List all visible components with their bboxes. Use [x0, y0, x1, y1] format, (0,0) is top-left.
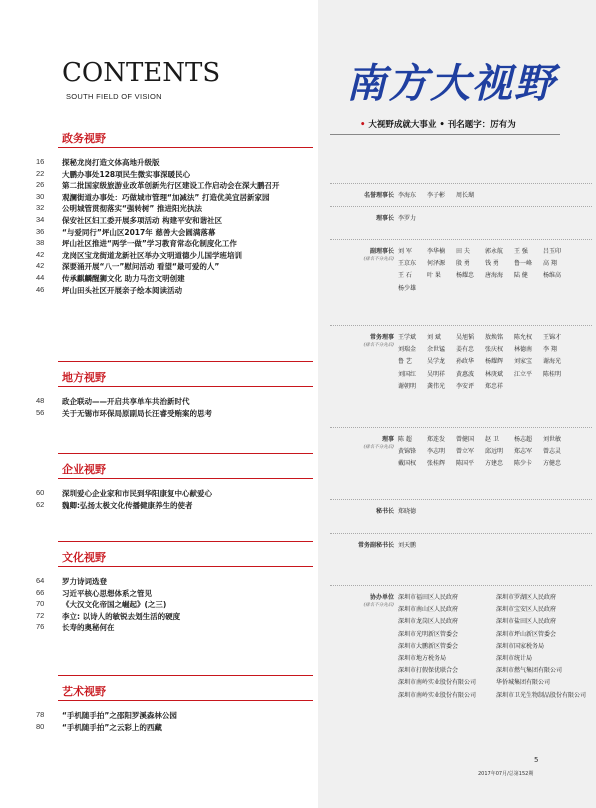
staff-name: 深圳市龙岗区人民政府 — [398, 618, 459, 626]
item-title: 大鹏办事处128项民生微实事深暖民心 — [62, 169, 191, 179]
staff-name: 刘天鹏 — [398, 542, 417, 549]
section-divider — [58, 386, 313, 387]
staff-name: 周长瑚 — [456, 192, 475, 199]
staff-name: 姜有忠 — [456, 346, 475, 354]
staff-name: 方建忠 — [485, 460, 504, 468]
staff-role: 秘书长 — [375, 508, 394, 515]
staff-divider — [330, 585, 592, 586]
staff-name: 曾健国 — [456, 436, 475, 443]
staff-name: 龚伟光 — [427, 382, 446, 390]
staff-name: 深圳市地方税务局 — [398, 655, 447, 662]
staff-name: 敖焕铭 — [485, 334, 504, 341]
staff-name: 方健忠 — [543, 460, 562, 468]
section-divider — [58, 566, 313, 567]
staff-name: 深圳市坪山新区管委会 — [496, 630, 557, 638]
item-title: 第二批国家级旅游业改革创新先行区建设工作启动会在深大鹏召开 — [62, 181, 280, 191]
staff-role-note: (排名不分先后) — [363, 445, 394, 450]
section-divider — [58, 147, 313, 148]
staff-role: 名誉理事长 — [363, 192, 394, 199]
item-title: 魏卿:弘扬太极文化传播健康养生的使者 — [62, 500, 193, 510]
staff-name: 陈允权 — [514, 334, 533, 341]
staff-name: 王京东 — [398, 260, 417, 268]
item-page: 42 — [36, 249, 45, 259]
staff-name: 深圳市南山区人民政府 — [398, 606, 459, 614]
staff-name: 刘国红 — [398, 370, 417, 378]
item-page: 80 — [36, 721, 45, 731]
section-divider — [58, 453, 313, 454]
staff-name: 戴国权 — [398, 460, 417, 468]
item-title: 观澜街道办事处：巧做城市管理“加减法” 打造优美宜居新家园 — [62, 192, 270, 202]
item-page: 22 — [36, 168, 45, 178]
staff-divider — [330, 499, 592, 500]
staff-name: 郑忠祥 — [485, 382, 504, 390]
item-page: 32 — [36, 203, 45, 213]
staff-name: 深圳市光明新区管委会 — [398, 630, 459, 638]
item-title: 政企联动——开启共享单车共治新时代 — [62, 397, 190, 406]
staff-name: 李志明 — [427, 448, 446, 456]
item-title: 长寿的奥秘何在 — [62, 623, 115, 633]
staff-name: 郑晓德 — [398, 508, 417, 515]
staff-name: 深圳市福田区人民政府 — [398, 594, 459, 601]
staff-name: 深圳市打假保优联合会 — [398, 667, 459, 675]
item-page: 70 — [36, 599, 45, 609]
staff-name: 钱 勇 — [485, 260, 499, 268]
item-page: 76 — [36, 622, 45, 632]
staff-name: 刘 斌 — [427, 334, 441, 341]
item-page: 62 — [36, 499, 45, 509]
slogan — [360, 118, 516, 130]
item-page: 26 — [36, 180, 45, 190]
staff-name: 王锦才 — [543, 334, 562, 341]
section-title: 企业视野 — [62, 463, 106, 476]
staff-name: 陈国平 — [456, 460, 475, 468]
staff-name: 杨少雄 — [398, 284, 417, 292]
staff-name: 谢朝明 — [398, 382, 417, 390]
staff-name: 曾志灵 — [543, 448, 562, 456]
staff-name: 深圳市盐田区人民政府 — [496, 618, 557, 626]
staff-name: 郑志军 — [514, 448, 533, 456]
staff-name: 叶 果 — [427, 272, 441, 280]
staff-name: 鲁 艺 — [398, 358, 412, 366]
item-page: 42 — [36, 261, 45, 271]
staff-name: 刘世敏 — [543, 436, 562, 443]
staff-name: 孙政华 — [456, 358, 475, 366]
staff-name: 李华楠 — [427, 248, 446, 255]
section-divider — [58, 541, 313, 542]
item-title: 坪山田头社区开展亲子绘本阅读活动 — [62, 285, 182, 295]
staff-name: 深圳市统计局 — [496, 655, 533, 662]
staff-role: 协办单位 — [369, 594, 394, 601]
contents-item[interactable] — [0, 500, 318, 514]
staff-role-note: (排名不分先后) — [363, 603, 394, 608]
contents-subtitle: SOUTH FIELD OF VISION — [66, 92, 162, 101]
staff-divider — [330, 239, 592, 240]
staff-name: 何泽源 — [427, 260, 446, 268]
item-title: 习近平核心思想体系之管见 — [62, 588, 152, 598]
item-title: 传承麒麟醒狮文化 助力马峦文明创建 — [62, 274, 185, 283]
item-page: 48 — [36, 396, 45, 405]
staff-divider — [330, 183, 592, 184]
staff-role: 常务理事 — [369, 334, 394, 341]
item-title: 公明城管贯彻落实“强转树” 推进阳光执法 — [62, 204, 202, 214]
section-title: 文化视野 — [62, 551, 106, 564]
staff-name: 刘瑞金 — [398, 346, 417, 354]
staff-role: 理事长 — [375, 215, 394, 222]
item-title: 深要涌开展“八一”慰问活动 看望“最可爱的人” — [62, 262, 220, 272]
divider — [330, 134, 560, 135]
staff-name: 余世锰 — [427, 346, 446, 354]
section-divider — [58, 361, 313, 362]
issue-label: 2017年07月/总第152期 — [478, 771, 534, 777]
staff-name: 深圳市国家税务局 — [496, 642, 545, 650]
item-page: 56 — [36, 407, 45, 417]
staff-name: 深圳市燃气集团有限公司 — [496, 667, 563, 675]
staff-name: 刘 军 — [398, 248, 412, 255]
staff-name: 高 翔 — [543, 260, 557, 268]
contents-item[interactable] — [0, 622, 318, 636]
staff-name: 唐海海 — [485, 272, 504, 280]
item-title: 深圳爱心企业家和市民到华阳康复中心献爱心 — [62, 489, 212, 498]
staff-name: 杨志超 — [514, 436, 533, 443]
contents-item[interactable] — [0, 408, 318, 422]
staff-name: 吴旭韬 — [456, 334, 475, 341]
item-title: 关于无锡市环保局原副局长汪睿受贿案的思考 — [62, 408, 212, 418]
item-title: 李立: 以诗人的敏锐去划生活的硬度 — [62, 611, 181, 621]
slogan-text: 大视野成就大事业 • 刊名题字：厉有为 — [368, 120, 516, 130]
section-title: 政务视野 — [62, 132, 106, 145]
staff-name: 刘家宝 — [514, 358, 533, 366]
section-divider — [58, 675, 313, 676]
staff-name: 郑连发 — [427, 436, 446, 443]
staff-role: 副理事长 — [369, 248, 394, 255]
staff-name: 深圳市罗湖区人民政府 — [496, 594, 557, 601]
staff-name: 邱远明 — [485, 448, 504, 456]
item-title: 坪山社区推进“两学一做”学习教育常态化制度化工作 — [62, 239, 237, 249]
item-page: 34 — [36, 215, 45, 224]
staff-role: 理事 — [381, 436, 394, 443]
staff-divider — [330, 533, 592, 534]
staff-name: 吴学龙 — [427, 358, 446, 366]
item-title: “手机随手拍”之云彩上的西藏 — [62, 722, 162, 732]
staff-name: 陈少卡 — [514, 460, 533, 468]
staff-name: 郭永航 — [485, 248, 504, 255]
staff-name: 陈桂明 — [543, 370, 562, 378]
item-page: 72 — [36, 610, 45, 620]
item-title: 保安社区妇工委开展多项活动 构建平安和谐社区 — [62, 216, 223, 225]
staff-name: 赵 卫 — [485, 436, 499, 443]
slogan-bullet: • — [360, 120, 366, 130]
section-divider — [58, 700, 313, 701]
staff-name: 江立平 — [514, 370, 533, 378]
item-title: “与爱同行”坪山区2017年 慈善大会圆满落幕 — [62, 227, 216, 237]
item-page: 38 — [36, 238, 45, 248]
staff-name: 黄锦锋 — [398, 448, 417, 456]
staff-name: 李子彬 — [427, 192, 446, 199]
staff-divider — [330, 206, 592, 207]
item-page: 78 — [36, 710, 45, 719]
contents-item[interactable] — [0, 722, 318, 736]
item-page: 64 — [36, 576, 45, 585]
staff-name: 王 强 — [514, 248, 528, 255]
staff-name: 鲁一峰 — [514, 260, 533, 268]
staff-name: 李海东 — [398, 192, 417, 199]
staff-name: 吕玉印 — [543, 248, 562, 255]
magazine-logo — [346, 52, 556, 108]
staff-name: 林庚斌 — [485, 370, 504, 378]
staff-name: 吴明祥 — [427, 370, 446, 378]
staff-name: 殷 勇 — [456, 260, 470, 268]
staff-name: 李安评 — [456, 382, 475, 390]
staff-name: 张庆权 — [485, 346, 504, 354]
contents-title: CONTENTS — [62, 58, 221, 88]
section-title: 艺术视野 — [62, 685, 106, 698]
staff-name: 李 翔 — [543, 346, 557, 354]
staff-name: 田 夫 — [456, 248, 470, 255]
logo-text: 南方大视野 — [346, 60, 556, 107]
staff-name: 深圳市南岭实业股份有限公司 — [398, 679, 477, 687]
staff-divider — [330, 427, 592, 428]
staff-role: 常务副秘书长 — [357, 542, 394, 549]
item-page: 46 — [36, 284, 45, 294]
staff-name: 谢海光 — [543, 358, 562, 366]
item-title: “手机随手拍”之邵阳罗溪森林公园 — [62, 711, 177, 720]
staff-name: 深圳市卫光生物制品股份有限公司 — [496, 691, 587, 699]
staff-name: 杨耀忠 — [456, 272, 475, 280]
page-number: 5 — [534, 756, 539, 764]
staff-name: 陈 超 — [398, 436, 412, 443]
staff-name: 林德南 — [514, 346, 533, 354]
item-title: 龙岗区宝龙街道龙新社区举办文明道德少儿国学班培训 — [62, 250, 242, 260]
staff-name: 黄惠波 — [456, 370, 475, 378]
staff-name: 陆 健 — [514, 272, 528, 280]
staff-role-note: (排名不分先后) — [363, 257, 394, 262]
item-title: 《大汉文化帝国之崛起》(之三) — [62, 600, 167, 610]
staff-name: 深圳市宝安区人民政府 — [496, 606, 557, 614]
staff-name: 曾立军 — [456, 448, 475, 456]
item-title: 罗力诗词选登 — [62, 577, 107, 586]
staff-name: 杨维高 — [543, 272, 562, 280]
staff-name: 华侨城集团有限公司 — [496, 679, 551, 687]
staff-name: 杨耀辉 — [485, 358, 504, 366]
item-page: 30 — [36, 191, 45, 201]
staff-name: 张桂辉 — [427, 460, 446, 468]
item-page: 60 — [36, 488, 45, 497]
staff-name: 王学斌 — [398, 334, 417, 341]
section-title: 地方视野 — [62, 371, 106, 384]
item-page: 16 — [36, 157, 45, 166]
staff-divider — [330, 325, 592, 326]
staff-name: 深圳市南岭实业股份有限公司 — [398, 691, 477, 699]
staff-role-note: (排名不分先后) — [363, 343, 394, 348]
item-title: 探秘龙岗打造文体高地升级版 — [62, 158, 160, 167]
item-page: 66 — [36, 587, 45, 597]
section-divider — [58, 478, 313, 479]
item-page: 44 — [36, 273, 45, 282]
staff-name: 深圳市大鹏新区管委会 — [398, 642, 459, 650]
staff-name: 王 石 — [398, 272, 412, 280]
staff-name: 李罗力 — [398, 215, 417, 222]
item-page: 36 — [36, 226, 45, 236]
contents-item[interactable] — [0, 285, 318, 299]
